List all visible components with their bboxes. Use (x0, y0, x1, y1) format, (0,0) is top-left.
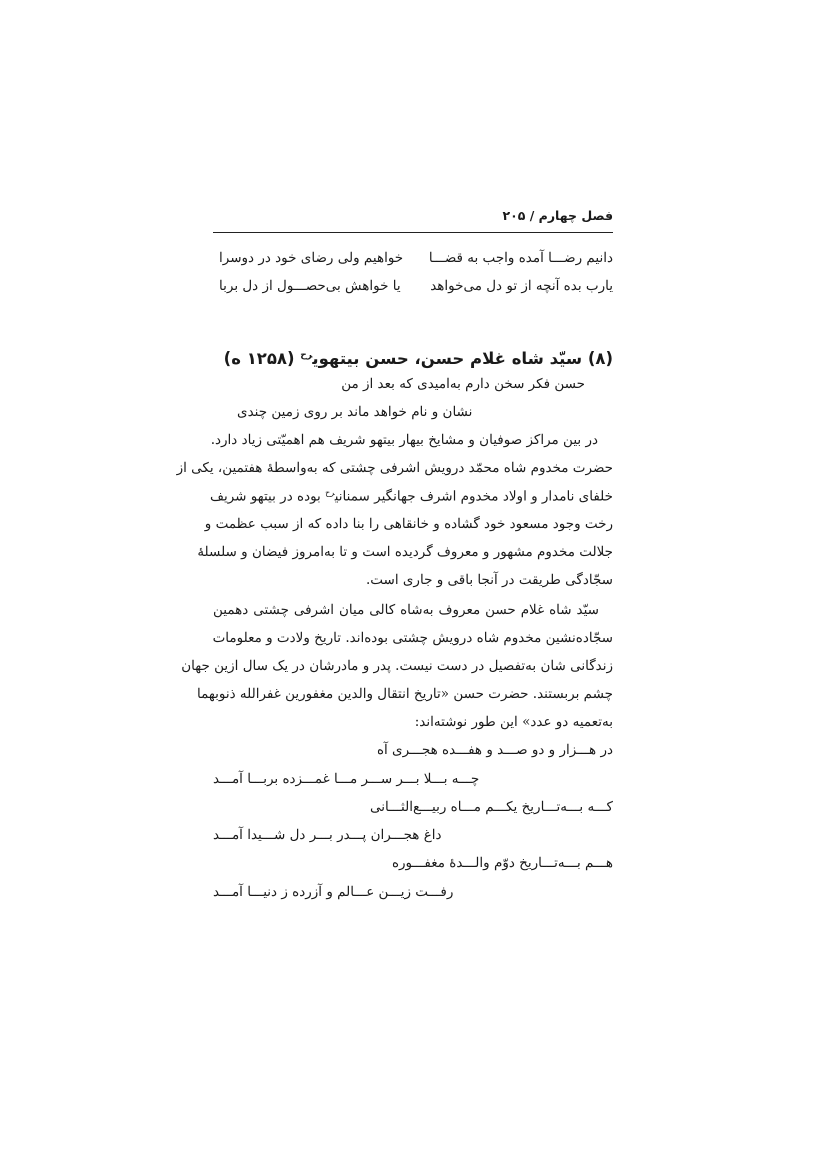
paragraph1-line-6: سجّادگی طریقت در آنجا باقی و جاری است. (365, 572, 613, 588)
poem-line-2: چـــه بـــلا بـــر ســـر مـــا غمـــزده بربـــا آمـــد (213, 771, 480, 787)
paragraph1-line-3 (210, 488, 613, 505)
verse-1-hemistich-left: خواهیم ولی رضای خود در دوسرا (219, 250, 404, 266)
heading-date: (۱۲۵۸ ه) (223, 349, 295, 368)
paragraph1-honorific: رح (325, 488, 335, 497)
paragraph2-line-5: به‌تعمیه دو عدد» این طور نوشته‌اند: (414, 714, 613, 730)
paragraph1-line-2: حضرت مخدوم شاه محمّد درویش اشرفی چشتی که به‌واسطهٔ هفتمین، یکی از (176, 460, 613, 476)
verse-1-hemistich-right: دانیم رضـــا آمده واجب به قضـــا (428, 250, 613, 266)
epigraph-line-2: نشان و نام خواهد ماند بر روی زمین چندی (237, 404, 473, 420)
poem-line-5: هـــم بـــه‌تـــاریخ دوّم والـــدهٔ مغفـــوره (391, 855, 613, 871)
paragraph2-line-2: سجّاده‌نشین مخدوم شاه درویش چشتی بوده‌اند. تاریخ ولادت و معلومات (212, 630, 613, 646)
poem-line-3: کـــه بـــه‌تـــاریخ یکـــم مـــاه ربیـــع‌الثـــانی (370, 799, 613, 815)
poem-line-4: داغ هجـــران پـــدر بـــر دل شـــیدا آمـــد (213, 827, 442, 843)
paragraph1-line-1: در بین مراکز صوفیان و مشایخ بیهار بیتهو شریف هم اهمیّتی زیاد دارد. (210, 432, 598, 448)
running-header (213, 208, 613, 233)
epigraph-line-1: حسن فکر سخن دارم به‌امیدی که بعد از من (341, 376, 585, 392)
verse-2-hemistich-right: یارب بده آنچه از تو دل می‌خواهد (430, 278, 613, 294)
paragraph1-line-4: رخت وجود مسعود خود گشاده و خانقاهی را بنا داده که از سبب عظمت و (204, 516, 613, 532)
paragraph2-line-4: چشم بربستند. حضرت حسن «تاریخ انتقال والدین مغفورین غفرالله ذنوبهما (196, 686, 613, 702)
section-heading (224, 349, 613, 368)
poem-line-1: در هـــزار و دو صـــد و هفـــده هجـــری آه (376, 742, 613, 758)
paragraph1-line-3-b: بوده در بیتهو شریف (210, 488, 321, 505)
heading-title: (۸) سیّد شاه غلام حسن، حسن بیتهوی (312, 349, 613, 368)
paragraph1-line-5: جلالت مخدوم مشهور و معروف گردیده است و تا به‌امروز فیضان و سلسلهٔ (197, 544, 613, 560)
paragraph2-line-1: سیّد شاه غلام حسن معروف به‌شاه کالی میان اشرفی چشتی دهمین (213, 602, 599, 618)
heading-honorific: رح (300, 350, 313, 361)
poem-line-6: رفـــت زیـــن عـــالم و آزرده ز دنیـــا آمـــد (213, 884, 454, 900)
verse-2-hemistich-left: یا خواهش بی‌حصـــول از دل بربا (219, 278, 401, 294)
running-title: فصل چهارم / ۲۰۵ (502, 208, 613, 223)
paragraph2-line-3: زندگانی شان به‌تفصیل در دست نیست. پدر و مادرشان در یک سال ازین جهان (181, 658, 613, 674)
paragraph1-line-3-a: خلفای نامدار و اولاد مخدوم اشرف جهانگیر سمنانی (334, 488, 613, 505)
